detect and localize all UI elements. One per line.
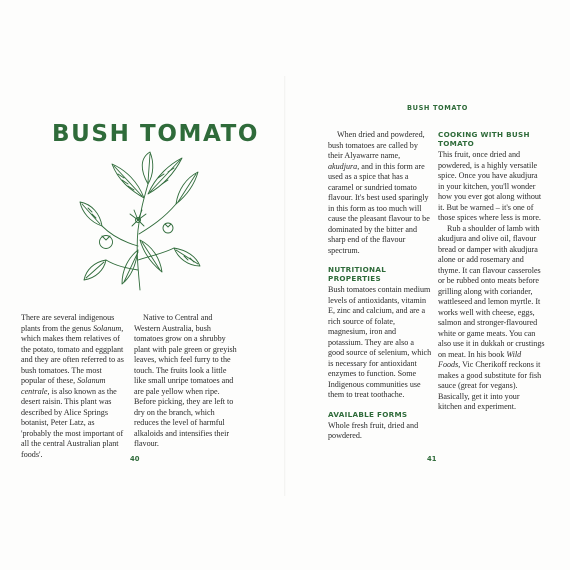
left-column-2 [134, 313, 238, 450]
italic-term: Solanum [92, 323, 122, 333]
italic-term: Solanum centrale [21, 376, 106, 396]
right-column-1 [328, 130, 432, 442]
italic-term: Wild Foods [438, 349, 522, 369]
italic-term: akudjura [328, 161, 358, 171]
body-paragraph: Rub a shoulder of lamb with akudjura and olive oil, flavour bread or damper with akudjura alone or add rosemary and thyme. It can flavour casseroles or be rubbed onto meats before grilling along with coriander, wattleseed and lemon myrtle. It works well with cheese, eggs, salmon and stronger-flavoured white or game meats. You can also use it in dukkah or crustings on meat. In his book Wild Foods, Vic Cherikoff reckons it makes a good substitute for fish sauce (great for vegans). Basically, get it into your kitchen and experiment. [438, 223, 545, 411]
running-head: BUSH TOMATO [407, 104, 468, 112]
heading-available-forms: AVAILABLE FORMS [328, 409, 408, 419]
body-paragraph: Bush tomatoes contain medium levels of antioxidants, vitamin E, zinc and calcium, and are a rich source of folate, magnesium, iron and potassium. They are also a good source of selenium, which is necessary for antioxidant enzymes to function. Some Indigenous communities use them to treat toothache. [328, 285, 432, 399]
heading-cooking-with-bush-tomato: COOKING WITH BUSH TOMATO [438, 130, 530, 148]
page-number-right: 41 [427, 455, 437, 463]
heading-nutritional-properties: NUTRITIONAL PROPERTIES [328, 265, 387, 283]
left-column-1 [21, 313, 124, 460]
page-title: BUSH TOMATO [52, 121, 260, 147]
body-paragraph: Whole fresh fruit, dried and powdered. [328, 420, 419, 440]
page-number-left: 40 [130, 455, 140, 463]
body-paragraph: Native to Central and Western Australia, bush tomatoes grow on a shrubby plant with pale green or greyish leaves, which feel furry to the touch. The fruits look a little like small unripe tomatoes and are pale yellow when ripe. Before picking, they are left to dry on the branch, which reduces the level of harmful alkaloids and intensifies their flavour. [134, 313, 237, 448]
bush-tomato-plant-illustration [78, 150, 203, 295]
body-paragraph: When dried and powdered, bush tomatoes are called by their Alyawarre name, akudjura, and in this form are used as a spice that has a caramel or sundried tomato flavour. It's best used sparingly in this form as too much will cause the pleasant flavour to be dominated by the bitter and sharp end of the flavour spectrum. [328, 130, 430, 255]
right-page [285, 0, 570, 570]
body-paragraph: This fruit, once dried and powdered, is a highly versatile spice. Once you have akudjura in your kitchen, you'll wonder how you ever got along without it. But be warned – it's one of those spices where less is more. [438, 150, 542, 222]
right-column-2 [438, 130, 545, 413]
body-paragraph: There are several indigenous plants from the genus Solanum, which makes them relatives of the potato, tomato and eggplant and they are often referred to as bush tomatoes. The most popular of these, Solanum centrale, is also known as the desert raisin. This plant was described by Alice Springs botanist, Peter Latz, as 'probably the most important of all the central Australian plant foods'. [21, 313, 124, 459]
